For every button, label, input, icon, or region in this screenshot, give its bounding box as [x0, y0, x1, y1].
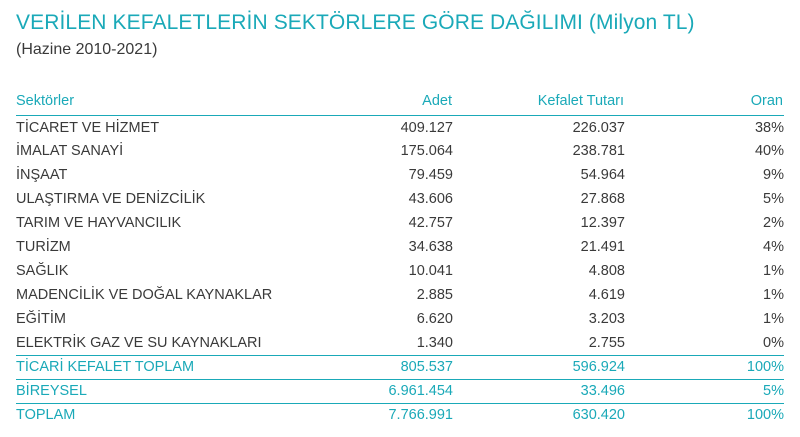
- cell-amount: 226.037: [572, 120, 625, 137]
- table-row: [16, 139, 784, 163]
- cell-count: 34.638: [408, 239, 453, 255]
- cell-ratio: 5%: [625, 379, 784, 403]
- table-header: [16, 87, 784, 115]
- cell-count: 6.620: [416, 311, 453, 327]
- cell-ratio: 1%: [763, 311, 784, 327]
- cell-count: 7.766.991: [276, 403, 453, 427]
- cell-sector: SAĞLIK: [16, 263, 69, 279]
- cell-sector: TİCARİ KEFALET TOPLAM: [16, 355, 276, 379]
- cell-amount: 2.755: [588, 334, 625, 351]
- table-row: [16, 283, 784, 307]
- cell-count: 175.064: [400, 143, 453, 159]
- cell-sector: MADENCİLİK VE DOĞAL KAYNAKLAR: [16, 287, 273, 303]
- cell-count: 805.537: [276, 355, 453, 379]
- cell-amount: 4.619: [588, 287, 625, 303]
- cell-ratio: 1%: [763, 287, 784, 303]
- cell-amount: 27.868: [580, 191, 625, 207]
- column-header-sector: Sektörler: [16, 87, 276, 115]
- cell-ratio: 100%: [625, 355, 784, 379]
- cell-ratio: 2%: [763, 215, 784, 231]
- cell-count: 42.757: [408, 215, 453, 231]
- cell-amount: 596.924: [453, 355, 625, 379]
- table-row: [16, 259, 784, 283]
- page-title: VERİLEN KEFALETLERİN SEKTÖRLERE GÖRE DAĞILIMI (Milyon TL): [16, 11, 695, 34]
- cell-ratio: 4%: [763, 239, 784, 255]
- table-row: [16, 211, 784, 235]
- cell-amount: 3.203: [588, 311, 625, 327]
- column-header-amount: Kefalet Tutarı: [453, 87, 625, 115]
- cell-sector: ULAŞTIRMA VE DENİZCİLİK: [16, 191, 206, 207]
- cell-ratio: 5%: [763, 191, 784, 207]
- column-header-ratio: Oran: [625, 87, 784, 115]
- cell-sector: ELEKTRİK GAZ VE SU KAYNAKLARI: [16, 334, 262, 351]
- table-row: [16, 307, 784, 331]
- cell-sector: İMALAT SANAYİ: [16, 143, 124, 159]
- header-row: [16, 87, 784, 115]
- cell-ratio: 40%: [754, 143, 784, 159]
- cell-count: 6.961.454: [276, 379, 453, 403]
- cell-ratio: 1%: [763, 263, 784, 279]
- cell-ratio: 9%: [763, 167, 784, 183]
- cell-count: 79.459: [408, 167, 453, 183]
- cell-sector: TARIM VE HAYVANCILIK: [16, 215, 182, 231]
- total-row-grand: [16, 403, 784, 427]
- cell-amount: 54.964: [580, 167, 625, 183]
- cell-sector: İNŞAAT: [16, 167, 68, 183]
- cell-count: 2.885: [416, 287, 453, 303]
- cell-sector: TOPLAM: [16, 403, 276, 427]
- column-header-count: Adet: [276, 87, 453, 115]
- sector-distribution-table: [16, 87, 784, 427]
- cell-sector: EĞİTİM: [16, 311, 66, 327]
- table-body: [16, 115, 784, 427]
- cell-sector: TİCARET VE HİZMET: [16, 120, 160, 137]
- cell-ratio: 100%: [625, 403, 784, 427]
- cell-amount: 238.781: [572, 143, 625, 159]
- cell-count: 1.340: [416, 334, 453, 351]
- cell-count: 409.127: [400, 120, 453, 137]
- page-subtitle: (Hazine 2010-2021): [16, 41, 158, 58]
- cell-amount: 4.808: [588, 263, 625, 279]
- table-row: [16, 187, 784, 211]
- table-row: [16, 163, 784, 187]
- cell-sector: TURİZM: [16, 239, 71, 255]
- cell-count: 10.041: [408, 263, 453, 279]
- total-row-commercial: [16, 355, 784, 379]
- table-row: [16, 115, 784, 139]
- table-row: [16, 235, 784, 259]
- cell-amount: 21.491: [580, 239, 625, 255]
- cell-sector: BİREYSEL: [16, 379, 276, 403]
- cell-amount: 33.496: [453, 379, 625, 403]
- table-row: [16, 331, 784, 355]
- cell-count: 43.606: [408, 191, 453, 207]
- cell-ratio: 38%: [754, 120, 784, 137]
- total-row-individual: [16, 379, 784, 403]
- cell-ratio: 0%: [763, 334, 784, 351]
- cell-amount: 630.420: [453, 403, 625, 427]
- cell-amount: 12.397: [580, 215, 625, 231]
